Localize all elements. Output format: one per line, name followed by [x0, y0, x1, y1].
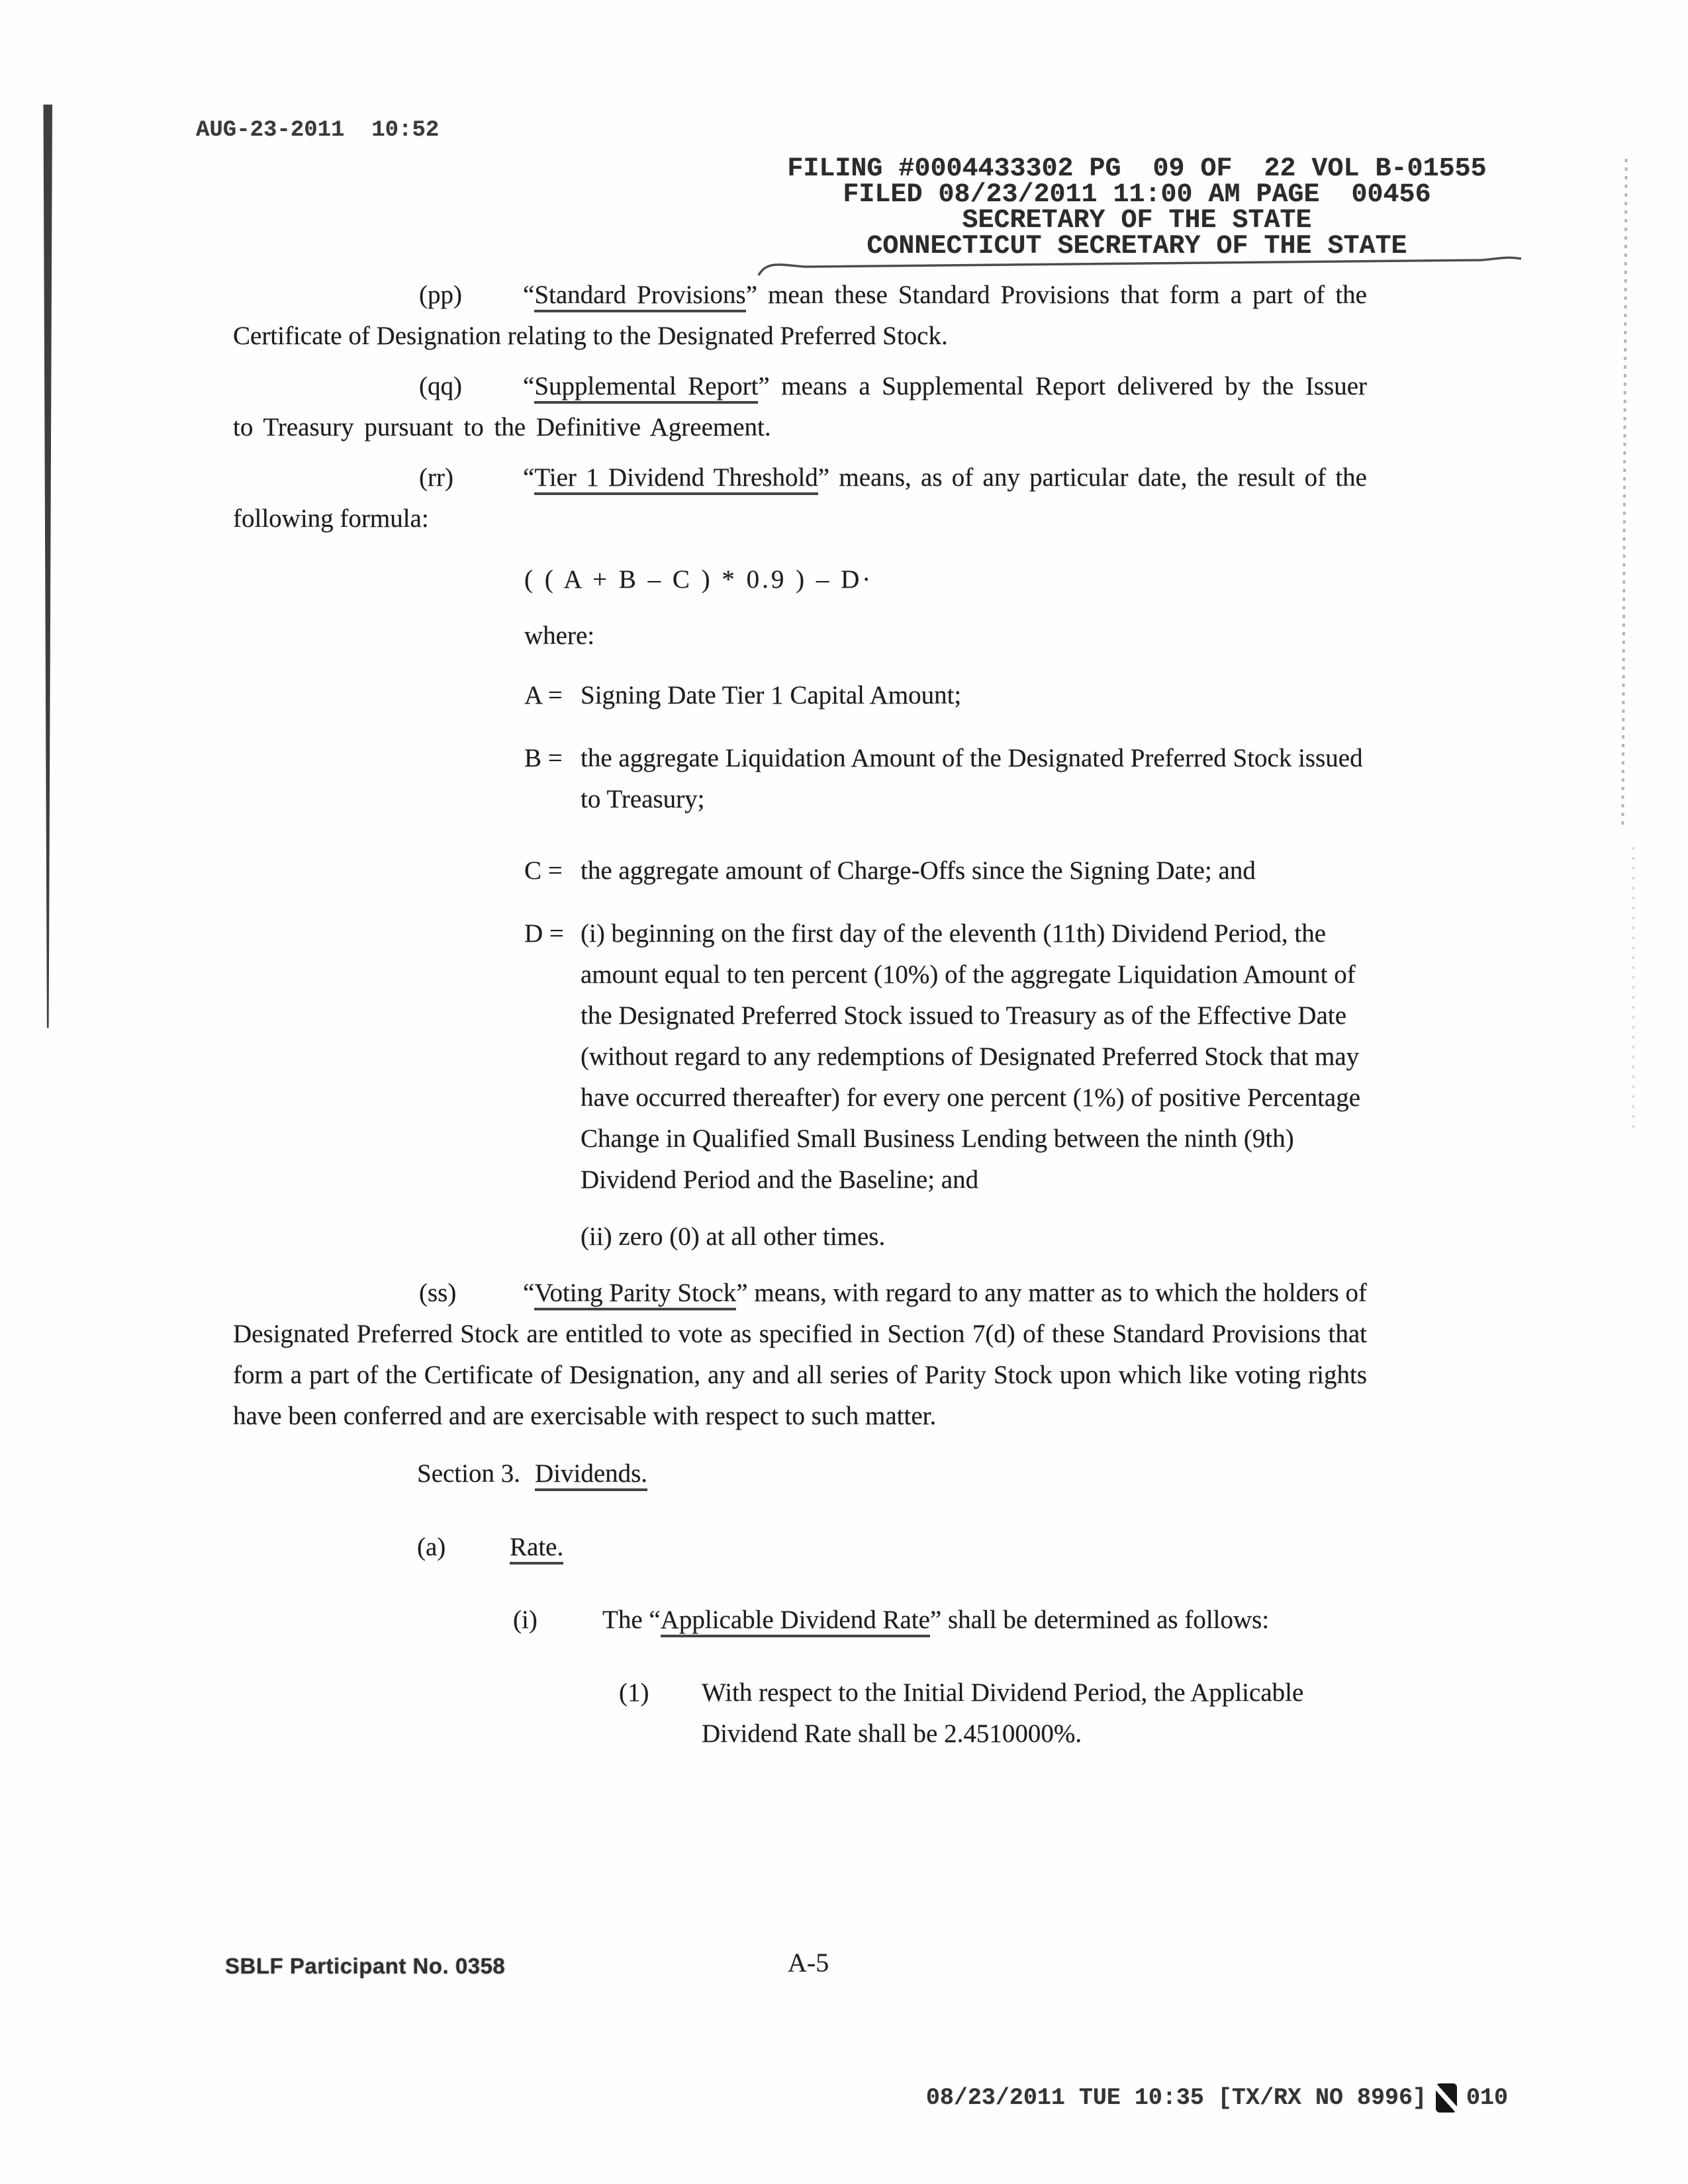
- page-number: A-5: [788, 1948, 829, 1978]
- quote-open: “: [523, 372, 535, 400]
- filing-line-3: SECRETARY OF THE STATE: [962, 206, 1312, 236]
- clause-text-post: ” shall be determined as follows:: [929, 1606, 1270, 1634]
- fax-footer-line: [926, 2083, 1508, 2113]
- quote-open: “: [523, 463, 535, 492]
- variable-definition-c: [524, 850, 1367, 891]
- filing-line-4: CONNECTICUT SECRETARY OF THE STATE: [867, 232, 1407, 261]
- paragraph-label: (rr): [419, 463, 453, 492]
- clause-1: [619, 1672, 1367, 1754]
- formula-block: [524, 559, 1367, 1257]
- paragraph-text: ” mean these Standard Provisions that form a part of the Certificate of Designation relating to the Designated Preferred Stock.: [233, 281, 1367, 350]
- paragraph-label: (ss): [419, 1279, 457, 1307]
- paragraph-text: ” means a Supplemental Report delivered by the Issuer to Treasury pursuant to the Definitive Agreement.: [233, 372, 1368, 441]
- fax-footer-page-count: 010: [1466, 2085, 1508, 2111]
- variable-text: (i) beginning on the first day of the eleventh (11th) Dividend Period, the amount equal to ten percent (10%) of the aggregate Liquidation Amount of the Designated Preferred Stock issued to Treasury as of the Effective Date (without regard to any redemptions of Designated Preferred Stock that may have occurred thereafter) for every one percent (1%) of positive Percentage Change in Qualified Small Business Lending between the ninth (9th) Dividend Period and the Baseline; and: [581, 919, 1361, 1194]
- scan-artifact-left-bar: [42, 105, 52, 1028]
- paragraph-label: (qq): [419, 372, 462, 400]
- where-label: where:: [524, 621, 595, 650]
- variable-text: the aggregate Liquidation Amount of the Designated Preferred Stock issued to Treasury;: [581, 744, 1363, 813]
- defined-term: Voting Parity Stock: [534, 1279, 736, 1310]
- defined-term: Supplemental Report: [534, 372, 758, 404]
- paragraph-text: ” means, as of any particular date, the result of the following formula:: [233, 463, 1367, 533]
- subsection-a-rate: [417, 1527, 1367, 1568]
- variable-definition-d: [524, 913, 1367, 1201]
- section-title: Dividends.: [535, 1459, 647, 1491]
- document-body: [233, 275, 1367, 1754]
- variable-symbol: A =: [524, 681, 563, 709]
- subsection-title: Rate.: [510, 1533, 563, 1565]
- section-3-heading: [417, 1453, 1367, 1494]
- variable-text: the aggregate amount of Charge-Offs since the Signing Date; and: [581, 856, 1256, 885]
- clause-label: (i): [513, 1606, 538, 1634]
- fax-page-icon: [1436, 2083, 1457, 2113]
- paragraph-label: (pp): [419, 281, 462, 309]
- defined-term: Tier 1 Dividend Threshold: [534, 463, 818, 495]
- paragraph-text: ” means, with regard to any matter as to which the holders of Designated Preferred Stock are entitled to vote as specified in Section 7(d) of these Standard Provisions that form a part of the Certificate of Designation, any and all series of Parity Stock upon which like voting rights have been conferred and are exercisable with respect to such matter.: [233, 1279, 1367, 1430]
- variable-definition-a: [524, 675, 1367, 716]
- defined-term: Applicable Dividend Rate: [661, 1606, 930, 1637]
- variable-text: Signing Date Tier 1 Capital Amount;: [581, 681, 962, 709]
- clause-ii: (ii) zero (0) at all other times.: [581, 1222, 886, 1251]
- paragraph-rr: [233, 457, 1367, 539]
- clause-text-pre: The “: [602, 1606, 661, 1634]
- variable-symbol: D =: [524, 919, 564, 948]
- clause-label: (1): [619, 1678, 649, 1707]
- scan-artifact-right-speckle-2: [1632, 847, 1634, 1132]
- variable-symbol: B =: [524, 744, 563, 772]
- tier1-dividend-threshold-formula: ( ( A + B – C ) * 0.9 ) – D·: [524, 565, 874, 594]
- sblf-participant-number: SBLF Participant No. 0358: [225, 1954, 506, 1978]
- fax-footer-text: 08/23/2011 TUE 10:35 [TX/RX NO 8996]: [925, 2085, 1427, 2111]
- clause-i: [513, 1600, 1367, 1641]
- scan-artifact-right-speckle: [1621, 159, 1627, 827]
- section-number: Section 3.: [417, 1459, 520, 1488]
- paragraph-qq: [233, 366, 1367, 448]
- defined-term: Standard Provisions: [534, 281, 745, 312]
- filing-line-2: FILED 08/23/2011 11:00 AM PAGE 00456: [843, 180, 1431, 210]
- variable-definition-b: [524, 738, 1367, 820]
- subsection-label: (a): [417, 1533, 446, 1561]
- clause-text: With respect to the Initial Dividend Period, the Applicable Dividend Rate shall be 2.4510000%.: [702, 1678, 1304, 1748]
- fax-timestamp: AUG-23-2011 10:52: [196, 118, 440, 143]
- paragraph-ss: [233, 1273, 1367, 1437]
- variable-symbol: C =: [524, 856, 563, 885]
- quote-open: “: [523, 281, 535, 309]
- paragraph-pp: [233, 275, 1367, 357]
- quote-open: “: [523, 1279, 535, 1307]
- filing-line-1: FILING #0004433302 PG 09 OF 22 VOL B-01555: [787, 154, 1487, 184]
- filing-header: [748, 156, 1526, 259]
